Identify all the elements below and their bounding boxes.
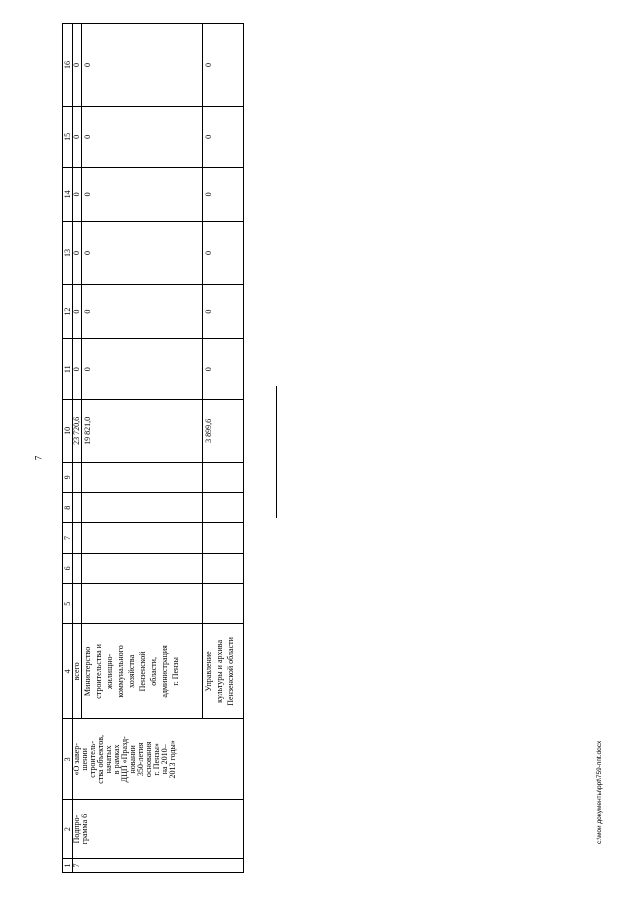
col-number: 9	[63, 462, 73, 492]
total-value: 0	[73, 339, 82, 400]
col-number: 15	[63, 106, 73, 167]
executor-value: 0	[82, 222, 203, 285]
total-value: 0	[73, 222, 82, 285]
executor-value: 0	[203, 106, 244, 167]
col-number: 3	[63, 719, 73, 800]
page-number: 7	[33, 455, 44, 461]
col-number: 5	[63, 583, 73, 623]
executor-value: 0	[82, 106, 203, 167]
col-number: 8	[63, 493, 73, 523]
executor-cell: Управление культуры и архива Пензенской области	[203, 624, 244, 719]
col-number: 7	[63, 523, 73, 553]
col-number: 11	[63, 339, 73, 400]
funding-table	[62, 23, 244, 873]
executor-value: 19 821,0	[82, 400, 203, 463]
separator-line	[276, 386, 277, 518]
total-label: всего	[73, 624, 82, 719]
total-value: 0	[73, 167, 82, 222]
col-number: 10	[63, 400, 73, 463]
rotated-table-wrapper	[62, 23, 262, 873]
executor-value: 0	[203, 284, 244, 339]
total-value: 0	[73, 284, 82, 339]
total-value: 0	[73, 24, 82, 107]
executor-value: 0	[82, 24, 203, 107]
col-number: 14	[63, 167, 73, 222]
col-number: 12	[63, 284, 73, 339]
col-number: 4	[63, 624, 73, 719]
col-number: 2	[63, 800, 73, 859]
footer-file-path: c:\мои документы\ppt\759-ппt.docx	[596, 740, 603, 844]
executor-value: 3 899,6	[203, 400, 244, 463]
executor-cell: Министерство строительства и жилищно- коммунального хозяйства Пензенской области, администрация г. Пензы	[82, 624, 203, 719]
col-number: 1	[63, 858, 73, 872]
executor-value: 0	[203, 24, 244, 107]
executor-value: 0	[82, 339, 203, 400]
total-value: 23 720,6	[73, 400, 82, 463]
executor-value: 0	[82, 284, 203, 339]
col-number: 6	[63, 553, 73, 583]
col-number: 16	[63, 24, 73, 107]
executor-value: 0	[203, 222, 244, 285]
row-id: 7	[73, 858, 244, 872]
total-row	[73, 24, 82, 873]
column-number-row	[63, 24, 73, 873]
subprogram-cell: Подпро- грамма 6	[73, 800, 244, 859]
col-number: 13	[63, 222, 73, 285]
event-cell: «О завер- шении строитель- ства объектов, начатых в рамках ДЦП «Празд- новании 350-летия основания г. Пензы» на 2010– 2013 годы»	[73, 719, 244, 800]
executor-value: 0	[203, 167, 244, 222]
total-value: 0	[73, 106, 82, 167]
executor-value: 0	[203, 339, 244, 400]
executor-value: 0	[82, 167, 203, 222]
